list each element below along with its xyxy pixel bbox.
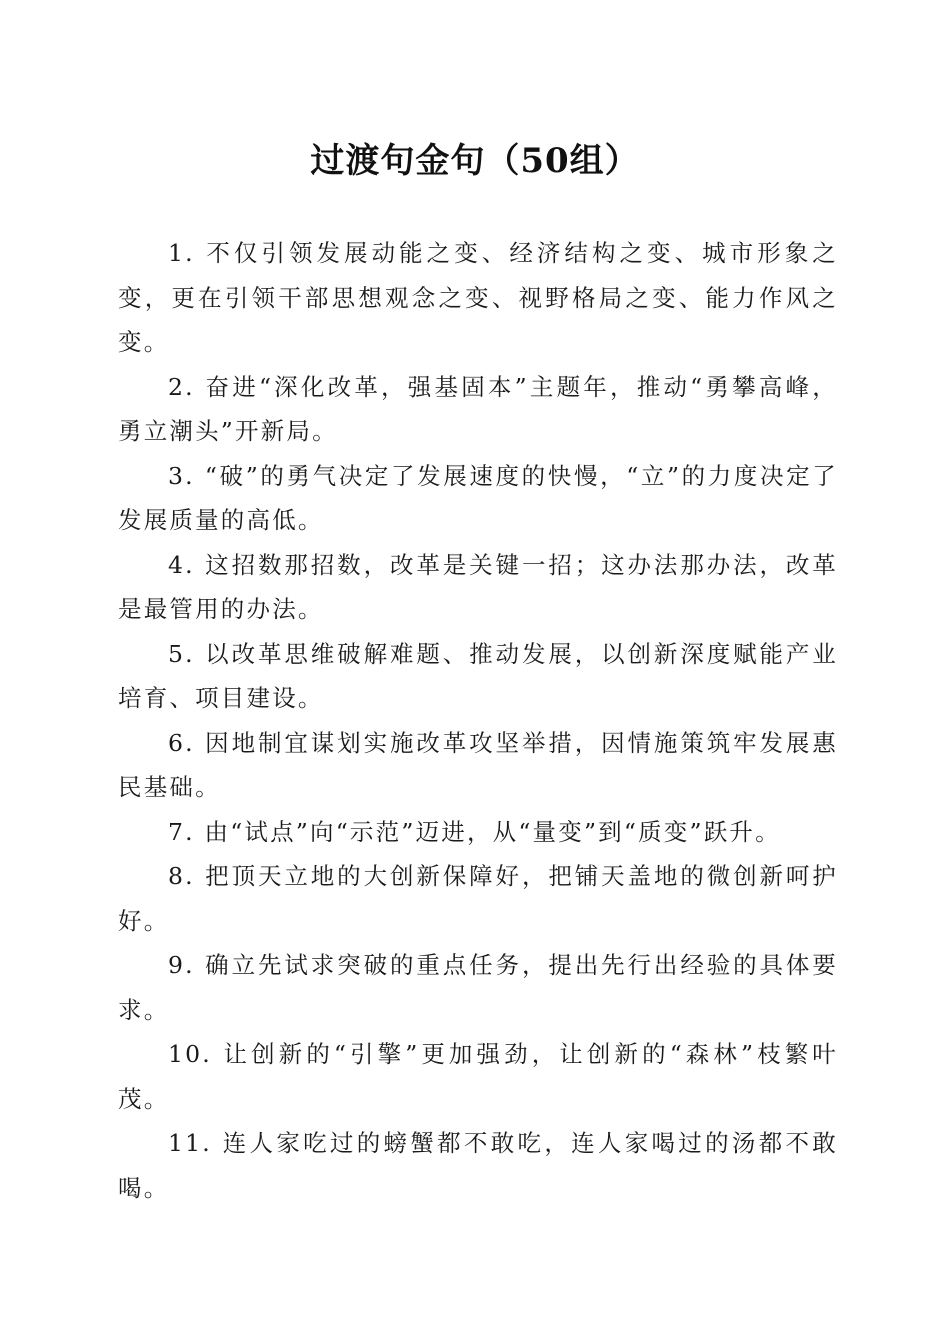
page-title: 过渡句金句（50组） [310, 141, 640, 181]
paragraph: 4. 这招数那招数，改革是关键一招；这办法那办法，改革是最管用的办法。 [118, 550, 838, 623]
document-body [118, 231, 838, 1210]
paragraph: 3. “破”的勇气决定了发展速度的快慢，“立”的力度决定了发展质量的高低。 [118, 461, 838, 534]
paragraph: 8. 把顶天立地的大创新保障好，把铺天盖地的微创新呵护好。 [118, 862, 838, 935]
paragraph: 11. 连人家吃过的螃蟹都不敢吃，连人家喝过的汤都不敢喝。 [118, 1129, 838, 1202]
paragraph: 9. 确立先试求突破的重点任务，提出先行出经验的具体要求。 [118, 951, 838, 1024]
paragraph: 2. 奋进“深化改革，强基固本”主题年，推动“勇攀高峰，勇立潮头”开新局。 [118, 372, 838, 445]
paragraph: 6. 因地制宜谋划实施改革攻坚举措，因情施策筑牢发展惠民基础。 [118, 728, 838, 801]
paragraph: 7. 由“试点”向“示范”迈进，从“量变”到“质变”跃升。 [168, 817, 781, 846]
paragraph: 10. 让创新的“引擎”更加强劲，让创新的“森林”枝繁叶茂。 [118, 1040, 838, 1113]
paragraph: 1. 不仅引领发展动能之变、经济结构之变、城市形象之变，更在引领干部思想观念之变、视野格局之变、能力作风之变。 [118, 239, 838, 356]
paragraph: 5. 以改革思维破解难题、推动发展，以创新深度赋能产业培育、项目建设。 [118, 639, 838, 712]
